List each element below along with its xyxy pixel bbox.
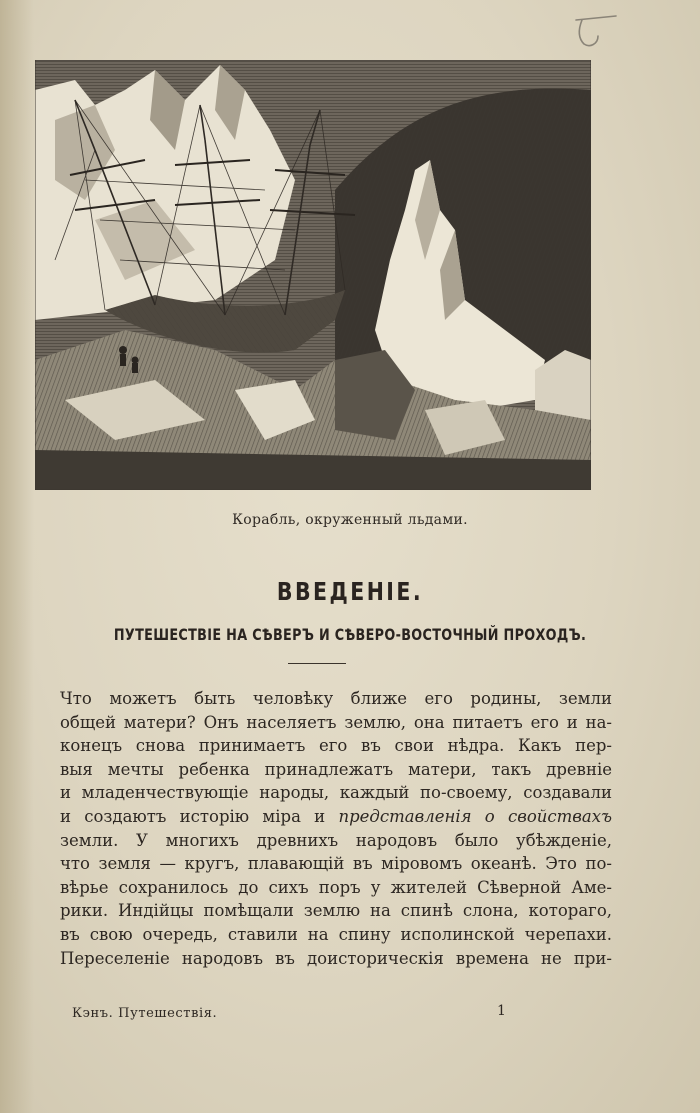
text-line: Переселеніе народовъ въ доисторическія времена не при- [60,948,612,968]
text-line: Что можетъ быть человѣку ближе его родины, земли [60,689,612,708]
text-line: вѣрье сохранилось до сихъ поръ у жителей Сѣверной Аме- [60,877,612,897]
signature-number: 1 [497,1003,506,1019]
text-line: общей матери? Онъ населяетъ землю, она питаетъ его и на- [60,712,612,732]
illustration-caption: Корабль, окруженный льдами. [232,512,468,528]
page-edge-shadow [0,0,34,1113]
text-line: что земля — кругъ, плавающій въ міровомъ океанѣ. Это по- [60,854,612,874]
text-line: и младенчествующіе народы, каждый по-своему, создавали [60,783,612,803]
text-line-with-italic [60,805,612,829]
chapter-subtitle: ПУТЕШЕСТВІЕ НА СѢВЕРЪ И СѢВЕРО-ВОСТОЧНЫЙ ПРОХОДЪ. [113,625,587,644]
chapter-title: ВВЕДЕНІЕ. [276,577,424,606]
text-line: въ свою очередь, ставили на спину исполинской черепахи. [60,924,612,944]
engraving-ship-in-ice [35,60,591,490]
text-line: земли. У многихъ древнихъ народовъ было убѣжденіе, [60,830,612,850]
text-fragment: и создаютъ исторію міра и [60,806,326,826]
body-paragraph [60,687,612,970]
divider-rule [288,663,346,664]
italic-phrase: представленія о свойствахъ [338,806,613,826]
text-line: рики. Индійцы помѣщали землю на спинѣ слона, котораго, [60,901,612,921]
pencil-page-mark [568,14,628,54]
running-footer: Кэнъ. Путешествія. [72,1006,218,1021]
text-line: выя мечты ребенка принадлежатъ матери, такъ древніе [60,759,612,779]
text-line: конецъ снова принимаетъ его въ свои нѣдра. Какъ пер- [60,736,612,756]
